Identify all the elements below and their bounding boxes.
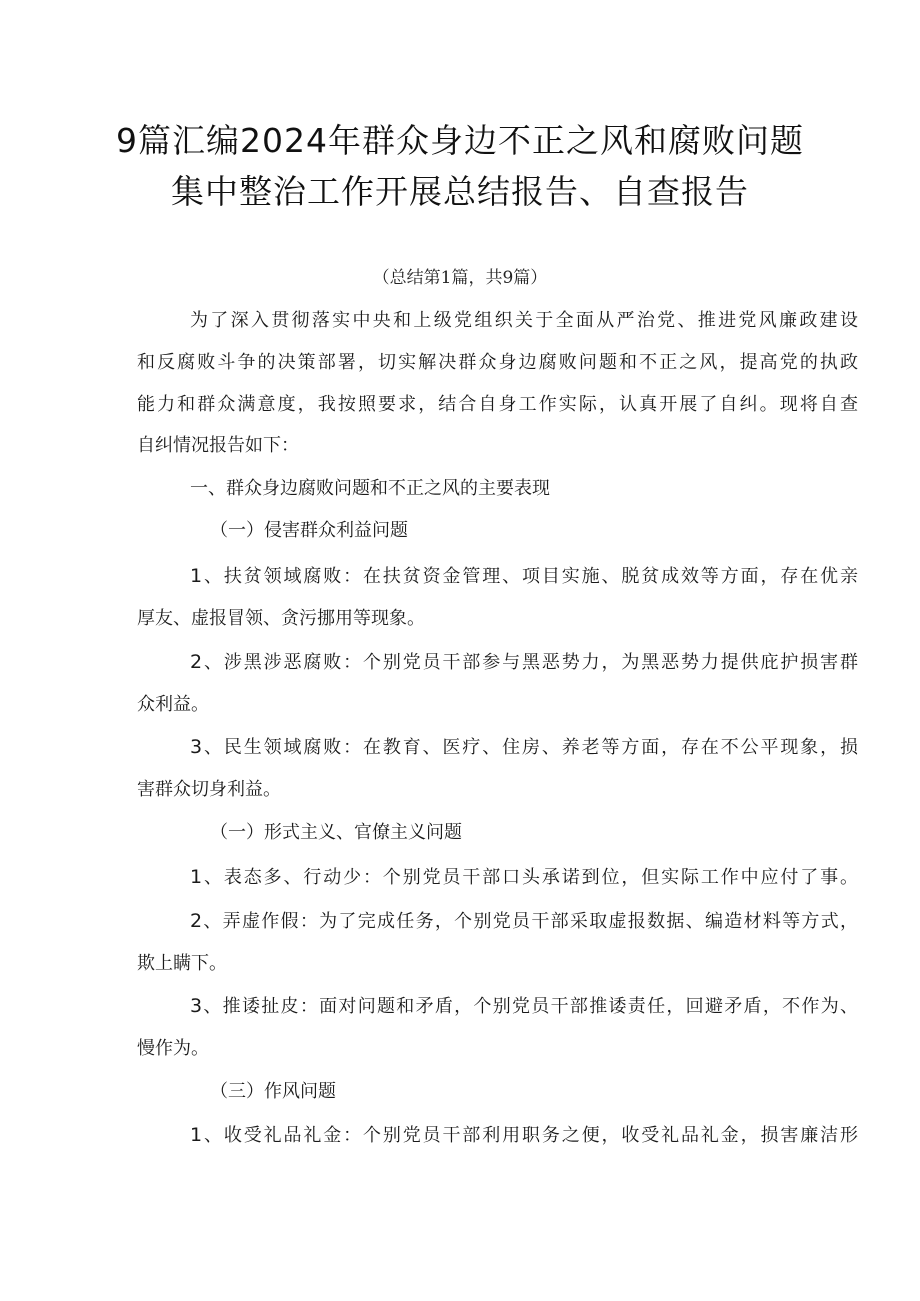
item-text: 、涉黑涉恶腐败：个别党员干部参与黑恶势力，为黑恶势力提供庇护损害群 (202, 652, 858, 673)
sub1-item-3-line-1 (190, 733, 858, 759)
item-text: 、收受礼品礼金：个别党员干部利用职务之便，收受礼品礼金，损害廉洁形 (202, 1125, 858, 1146)
sub2-item-2-line-1 (190, 907, 858, 933)
sub2-item-3-line-2: 慢作为。 (137, 1038, 209, 1059)
sub1-item-1-line-2: 厚友、虚报冒领、贪污挪用等现象。 (137, 608, 425, 629)
sub1-item-2-line-1 (190, 648, 858, 674)
document-title-line-2: 集中整治工作开展总结报告、自查报告 (171, 172, 749, 211)
subsection-3-heading: （三）作风问题 (210, 1081, 336, 1102)
document-title-line-1: 9篇汇编2024年群众身边不正之风和腐败问题 (116, 121, 804, 160)
sub3-item-1-line-1 (190, 1121, 858, 1147)
item-text: 、弄虚作假：为了完成任务，个别党员干部采取虚报数据、编造材料等方式， (202, 911, 858, 932)
item-text: 、推诿扯皮：面对问题和矛盾，个别党员干部推诿责任，回避矛盾，不作为、 (202, 996, 858, 1017)
sub1-item-1-line-1 (190, 562, 858, 588)
intro-line-1: 为了深入贯彻落实中央和上级党组织关于全面从严治党、推进党风廉政建设 (190, 310, 858, 331)
document-subtitle: （总结第1篇，共9篇） (372, 268, 548, 288)
item-number: 3 (190, 995, 203, 1017)
item-number: 2 (190, 651, 203, 673)
intro-line-4: 自纠情况报告如下： (137, 435, 299, 456)
item-number: 2 (190, 910, 203, 932)
sub1-item-2-line-2: 众利益。 (137, 694, 209, 715)
subsection-1-heading: （一）侵害群众利益问题 (210, 520, 408, 541)
sub1-item-3-line-2: 害群众切身利益。 (137, 779, 281, 800)
intro-line-3: 能力和群众满意度，我按照要求，结合自身工作实际，认真开展了自纠。现将自查 (137, 394, 858, 415)
sub2-item-3-line-1 (190, 992, 858, 1018)
section-1-heading: 一、群众身边腐败问题和不正之风的主要表现 (190, 478, 550, 499)
item-number: 1 (190, 1124, 203, 1146)
item-text: 、表态多、行动少：个别党员干部口头承诺到位，但实际工作中应付了事。 (202, 867, 858, 888)
item-number: 1 (190, 565, 203, 587)
intro-line-2: 和反腐败斗争的决策部署，切实解决群众身边腐败问题和不正之风，提高党的执政 (137, 352, 858, 373)
item-number: 1 (190, 866, 203, 888)
item-text: 、民生领域腐败：在教育、医疗、住房、养老等方面，存在不公平现象，损 (202, 737, 858, 758)
item-number: 3 (190, 736, 203, 758)
subsection-2-heading: （一）形式主义、官僚主义问题 (210, 822, 462, 843)
item-text: 、扶贫领域腐败：在扶贫资金管理、项目实施、脱贫成效等方面，存在优亲 (202, 566, 858, 587)
sub2-item-1-line-1 (190, 863, 858, 889)
sub2-item-2-line-2: 欺上瞒下。 (137, 953, 227, 974)
